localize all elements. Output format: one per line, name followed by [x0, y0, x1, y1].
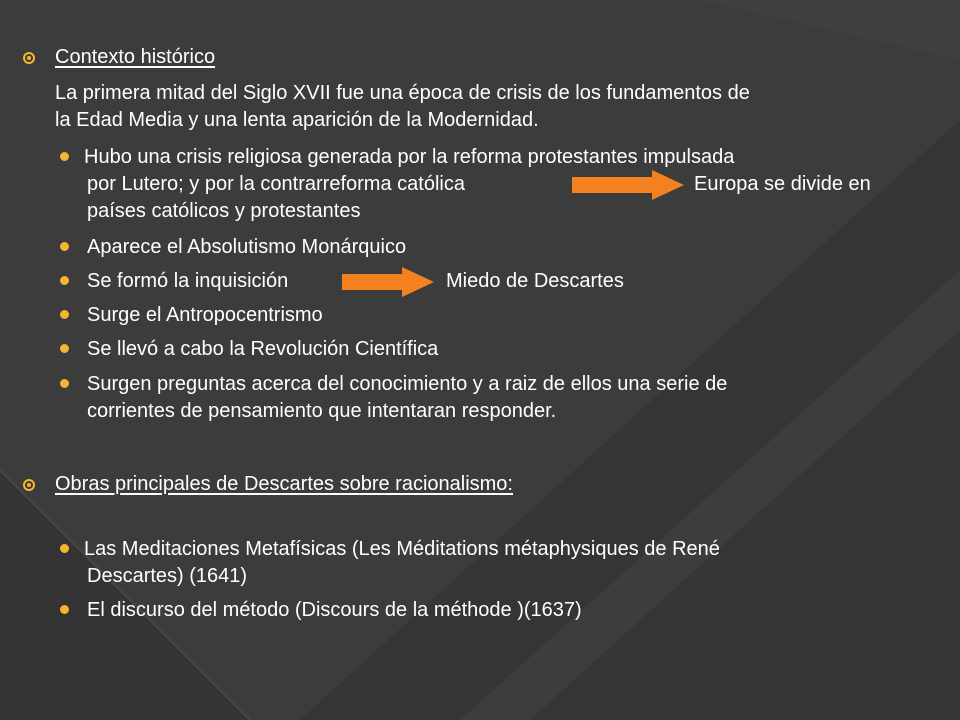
bullet-dot-icon — [60, 242, 69, 251]
section-bullet-icon — [23, 479, 35, 491]
intro-line: la Edad Media y una lenta aparición de la Modernidad. — [55, 109, 539, 131]
bullet-dot-icon — [60, 379, 69, 388]
bullet-text: Surgen preguntas acerca del conocimiento y a raiz de ellos una serie de — [87, 373, 728, 395]
bullet-text: El discurso del método (Discours de la méthode )(1637) — [87, 599, 582, 621]
bullet-dot-icon — [60, 605, 69, 614]
bullet-dot-icon — [60, 276, 69, 285]
bullet-text: Se formó la inquisición — [87, 270, 289, 292]
right-arrow-icon — [570, 168, 690, 202]
bullet-text: Las Meditaciones Metafísicas (Les Méditations métaphysiques de René — [84, 538, 720, 560]
bullet-text: Hubo una crisis religiosa generada por la reforma protestantes impulsada — [84, 146, 735, 168]
bullet-text: Se llevó a cabo la Revolución Científica — [87, 338, 439, 360]
section-heading-obras: Obras principales de Descartes sobre racionalismo: — [55, 473, 513, 495]
bullet-text: Descartes) (1641) — [87, 565, 248, 587]
section-heading-contexto: Contexto histórico — [55, 46, 216, 68]
bullet-text: corrientes de pensamiento que intentaran responder. — [87, 400, 557, 422]
bullet-text: Surge el Antropocentrismo — [87, 304, 323, 326]
bullet-text: por Lutero; y por la contrarreforma católica — [87, 173, 465, 195]
right-arrow-icon — [340, 265, 440, 299]
bullet-dot-icon — [60, 310, 69, 319]
bullet-dot-icon — [60, 544, 69, 553]
bullet-text: países católicos y protestantes — [87, 200, 361, 222]
bullet-dot-icon — [60, 152, 69, 161]
bullet-dot-icon — [60, 344, 69, 353]
bullet-text: Aparece el Absolutismo Monárquico — [87, 236, 407, 258]
bullet-text: Europa se divide en — [694, 173, 871, 195]
section-bullet-icon — [23, 52, 35, 64]
intro-line: La primera mitad del Siglo XVII fue una época de crisis de los fundamentos de — [55, 82, 750, 104]
bullet-text: Miedo de Descartes — [446, 270, 624, 292]
